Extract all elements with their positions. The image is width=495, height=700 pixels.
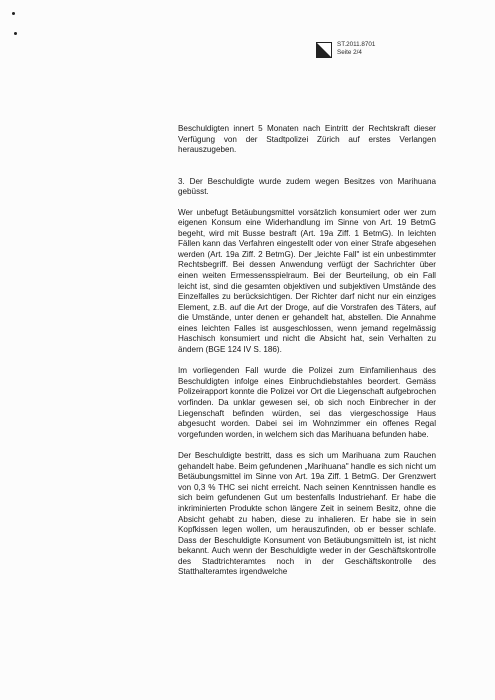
- document-reference: ST.2011.8701: [337, 41, 376, 48]
- section-heading: 3. Der Beschuldigte wurde zudem wegen Besitzes von Marihuana gebüsst.: [178, 176, 436, 197]
- page-number: Seite 2/4: [337, 49, 362, 56]
- paragraph-continuation: Beschuldigten innert 5 Monaten nach Eintritt der Rechtskraft dieser Verfügung von der Stadtpolizei Zürich auf erstes Verlangen herauszugeben.: [178, 124, 436, 155]
- paragraph-legal-basis: Wer unbefugt Betäubungsmittel vorsätzlich konsumiert oder wer zum eigenen Konsum eine Widerhandlung im Sinne von Art. 19 BetmG begeht, wird mit Busse bestraft (Art. 19a Ziff. 1 BetmG). In leichten Fällen kann das Verfahren eingestellt oder von einer Strafe abgesehen werden (Art. 19a Ziff. 2 BetmG). Der „leichte Fall" ist ein unbestimmter Rechtsbegriff. Bei dessen Anwendung verfügt der Sachrichter über einen weiten Ermessensspielraum. Bei der Beurteilung, ob ein Fall leicht ist, sind die gesamten objektiven und subjektiven Umstände des Einzelfalles zu berücksichtigen. Der Richter darf nicht nur ein einziges Element, z.B. auf die Art der Droge, auf die Vorstrafen des Täters, auf die Umstände, unter denen er gehandelt hat, abstellen. Die Annahme eines leichten Falles ist ausgeschlossen, wenn jemand regelmässig Haschisch konsumiert und nicht die Absicht hat, sein Verhalten zu ändern (BGE 124 IV S. 186).: [178, 207, 436, 354]
- document-body: [178, 124, 436, 589]
- paragraph-defense: Der Beschuldigte bestritt, dass es sich um Marihuana zum Rauchen gehandelt habe. Beim gefundenen „Marihuana" handle es sich nicht um Betäubungsmittel im Sinne von Art. 19a Ziff. 1 BetmG. Der Grenzwert von 0,3 % THC sei nicht erreicht. Nach seinen Kenntnissen handle es sich beim gefundenen Gut um bestenfalls Industriehanf. Er habe die inkriminierten Produkte schon längere Zeit in seinem Besitz, ohne die Absicht gehabt zu haben, diese zu inhalieren. Er habe sie in sein Kopfkissen legen wollen, um herauszufinden, ob er besser schlafe. Dass der Beschuldigte Konsument von Betäubungsmitteln ist, ist nicht bekannt. Auch wenn der Beschuldigte weder in der Geschäftskontrolle des Stadtrichteramtes noch in der Geschäftskontrolle des Statthalteramtes irgendwelche: [178, 451, 436, 577]
- scan-speck: [14, 32, 17, 35]
- paragraph-facts: Im vorliegenden Fall wurde die Polizei zum Einfamilienhaus des Beschuldigten infolge eines Einbruchdiebstahles beordert. Gemäss Polizeirapport konnte die Polizei vor Ort die Liegenschaft aufgebrochen vorfinden. Da unklar gewesen sei, ob sich noch Einbrecher in der Liegenschaft befinden würden, sei das viergeschossige Haus abgesucht worden. Dabei sei im Wohnzimmer ein offenes Regal vorgefunden worden, in welchem sich das Marihuana befunden habe.: [178, 366, 436, 439]
- document-header: [316, 41, 375, 58]
- scan-speck: [12, 12, 15, 15]
- zurich-shield-icon: [316, 42, 332, 58]
